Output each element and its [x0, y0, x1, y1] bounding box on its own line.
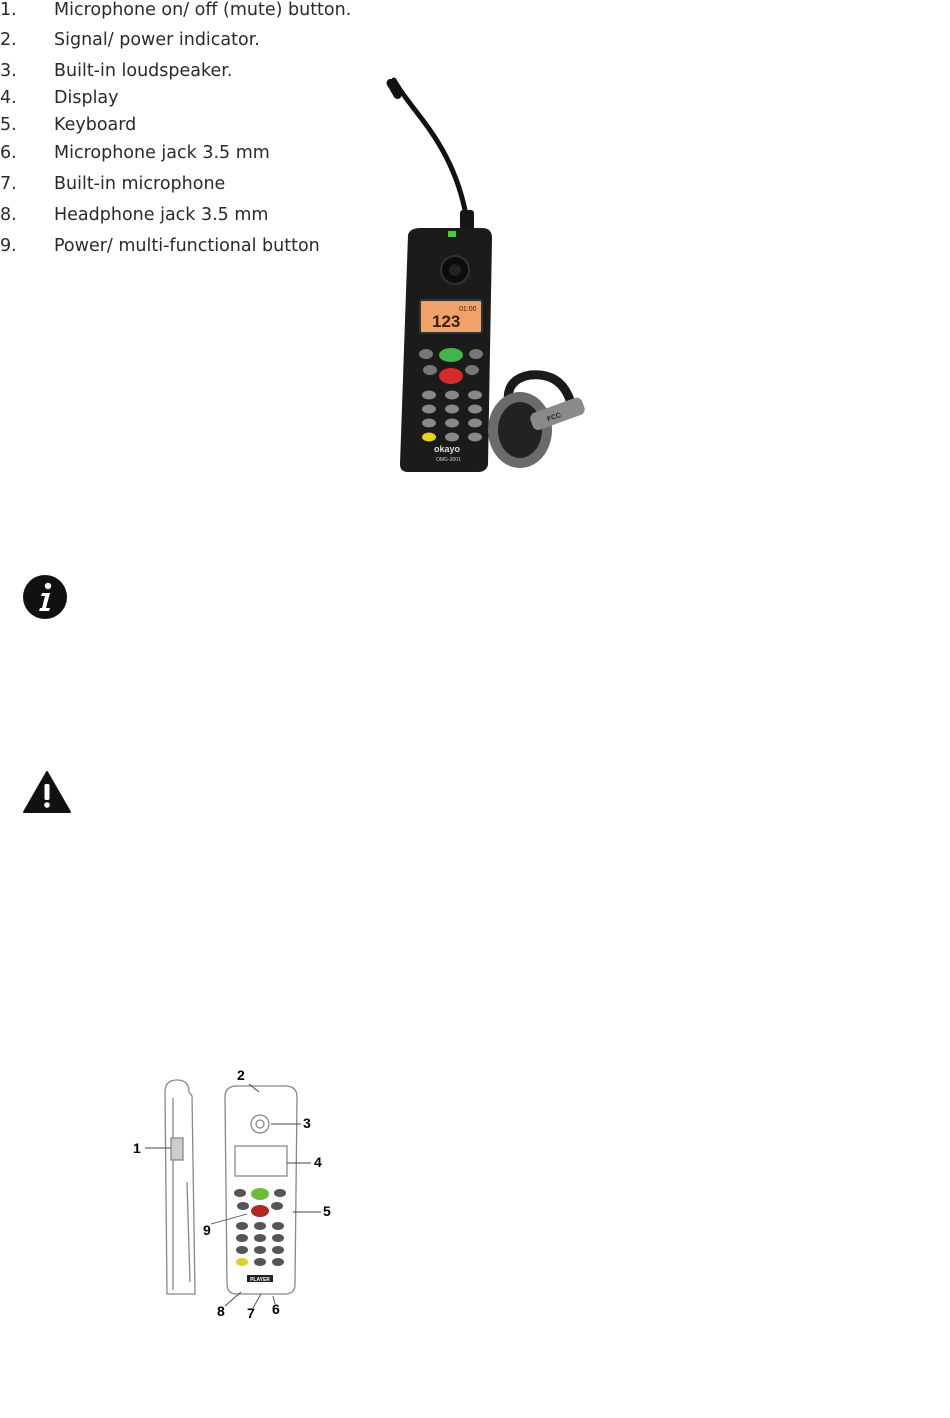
- callout-5: 5: [323, 1203, 331, 1219]
- device-diagram: [125, 1062, 350, 1327]
- part-label: Headphone jack 3.5 mm: [54, 205, 269, 225]
- part-label: Signal/ power indicator.: [54, 30, 260, 50]
- part-label: Microphone on/ off (mute) button.: [54, 0, 352, 20]
- callout-7: 7: [247, 1305, 255, 1321]
- callout-4: 4: [314, 1154, 322, 1170]
- callout-1: 1: [133, 1140, 141, 1156]
- part-label: Microphone jack 3.5 mm: [54, 143, 270, 163]
- callout-2: 2: [237, 1067, 245, 1083]
- callout-9: 9: [203, 1222, 211, 1238]
- callout-6: 6: [272, 1301, 280, 1317]
- callout-3: 3: [303, 1115, 311, 1131]
- display-value: 123: [432, 312, 461, 331]
- part-label: Built-in loudspeaker.: [54, 61, 233, 81]
- callout-8: 8: [217, 1303, 225, 1319]
- display-time: 01:00: [459, 306, 477, 313]
- part-label: Power/ multi-functional button: [54, 236, 320, 256]
- part-label: Display: [54, 88, 119, 108]
- part-label: Keyboard: [54, 115, 137, 135]
- brand-label: okayo: [434, 444, 461, 454]
- info-icon: [22, 574, 68, 620]
- model-label: OMG-3001: [436, 457, 461, 463]
- device-label: PLAYER: [250, 1277, 270, 1283]
- product-photo: [370, 70, 600, 480]
- part-label: Built-in microphone: [54, 174, 226, 194]
- warning-icon: [22, 770, 72, 814]
- earphone-label: FCC: [546, 411, 563, 424]
